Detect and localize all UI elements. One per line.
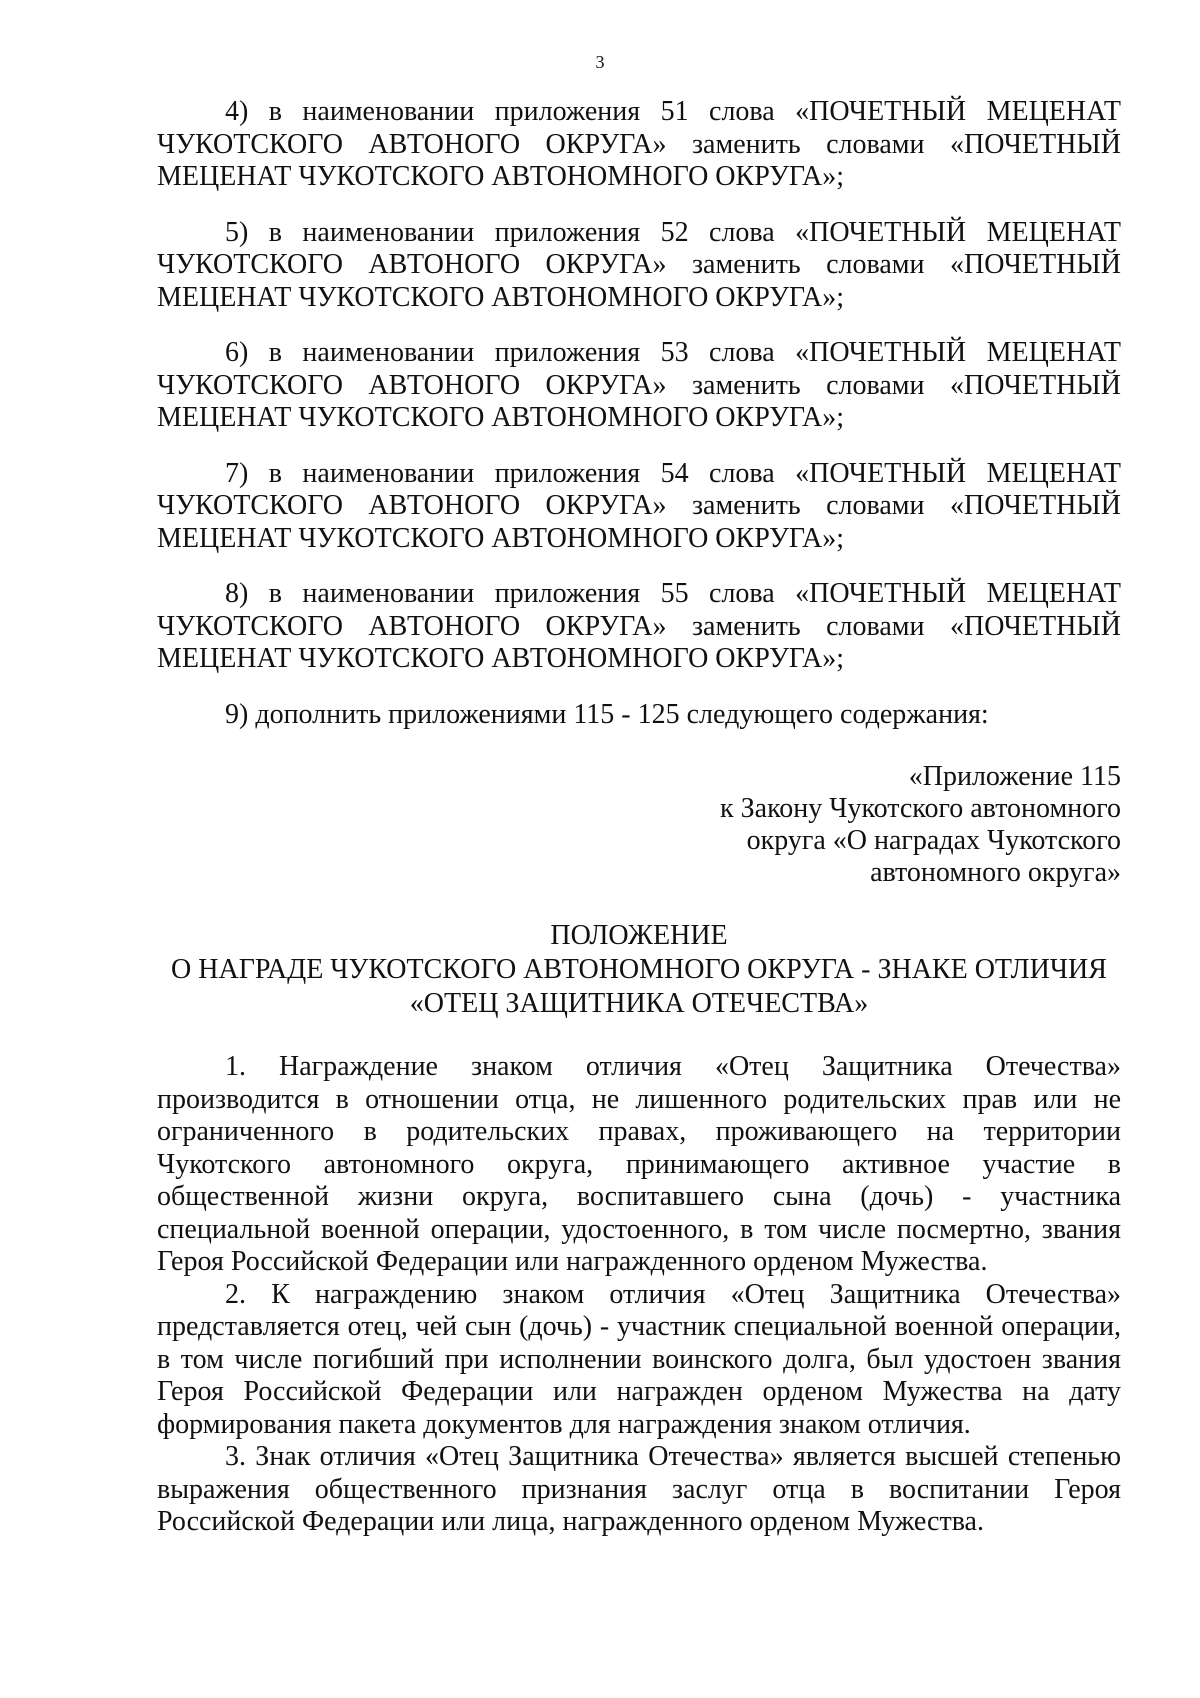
amendment-item-7: 7) в наименовании приложения 54 слова «ПОЧЕТНЫЙ МЕЦЕНАТ ЧУКОТСКОГО АВТОНОГО ОКРУГА» заменить словами «ПОЧЕТНЫЙ МЕЦЕНАТ ЧУКОТСКОГО АВТОНОМНОГО ОКРУГА»; xyxy=(157,457,1121,554)
amendment-item-8: 8) в наименовании приложения 55 слова «ПОЧЕТНЫЙ МЕЦЕНАТ ЧУКОТСКОГО АВТОНОГО ОКРУГА» заменить словами «ПОЧЕТНЫЙ МЕЦЕНАТ ЧУКОТСКОГО АВТОНОМНОГО ОКРУГА»; xyxy=(157,578,1121,674)
clause-1: 1. Награждение знаком отличия «Отец Защитника Отечества» производится в отношении отца, не лишенного родительских прав или не ограниченного в родительских правах, проживающего на территории Чукотского автономного округа, принимающего активное участие в общественной жизни округа, воспитавшего сына (дочь) - участника специальной военной операции, удостоенного, в том числе посмертно, звания Героя Российской Федерации или награжденного орденом Мужества. xyxy=(157,1051,1121,1277)
amendment-item-9: 9) дополнить приложениями 115 - 125 следующего содержания: xyxy=(225,698,989,730)
amendment-item-4: 4) в наименовании приложения 51 слова «ПОЧЕТНЫЙ МЕЦЕНАТ ЧУКОТСКОГО АВТОНОГО ОКРУГА» заменить словами «ПОЧЕТНЫЙ МЕЦЕНАТ ЧУКОТСКОГО АВТОНОМНОГО ОКРУГА»; xyxy=(157,96,1121,192)
appendix-reference xyxy=(157,761,1121,889)
appendix-line: к Закону Чукотского автономного xyxy=(720,793,1121,824)
amendment-item-5: 5) в наименовании приложения 52 слова «ПОЧЕТНЫЙ МЕЦЕНАТ ЧУКОТСКОГО АВТОНОГО ОКРУГА» заменить словами «ПОЧЕТНЫЙ МЕЦЕНАТ ЧУКОТСКОГО АВТОНОМНОГО ОКРУГА»; xyxy=(157,216,1121,313)
regulation-heading xyxy=(157,919,1121,1021)
clause-3: 3. Знак отличия «Отец Защитника Отечества» является высшей степенью выражения общественного признания заслуг отца в воспитании Героя Российской Федерации или лица, награжденного орденом Мужества. xyxy=(157,1441,1121,1537)
page-number: 3 xyxy=(595,52,605,72)
appendix-line: автономного округа» xyxy=(870,857,1121,888)
appendix-line: «Приложение 115 xyxy=(908,761,1121,792)
heading-award-name: «ОТЕЦ ЗАЩИТНИКА ОТЕЧЕСТВА» xyxy=(409,988,869,1019)
document-body xyxy=(157,96,1121,1539)
heading-subtitle: О НАГРАДЕ ЧУКОТСКОГО АВТОНОМНОГО ОКРУГА - ЗНАКЕ ОТЛИЧИЯ xyxy=(171,954,1107,985)
amendment-item-6: 6) в наименовании приложения 53 слова «ПОЧЕТНЫЙ МЕЦЕНАТ ЧУКОТСКОГО АВТОНОГО ОКРУГА» заменить словами «ПОЧЕТНЫЙ МЕЦЕНАТ ЧУКОТСКОГО АВТОНОМНОГО ОКРУГА»; xyxy=(157,337,1121,433)
clause-2: 2. К награждению знаком отличия «Отец Защитника Отечества» представляется отец, чей сын (дочь) - участник специальной военной операции, в том числе погибший при исполнении воинского долга, был удостоен звания Героя Российской Федерации или награжден орденом Мужества на дату формирования пакета документов для награждения знаком отличия. xyxy=(157,1278,1121,1440)
heading-title: ПОЛОЖЕНИЕ xyxy=(550,920,728,951)
appendix-line: округа «О наградах Чукотского xyxy=(746,825,1121,856)
